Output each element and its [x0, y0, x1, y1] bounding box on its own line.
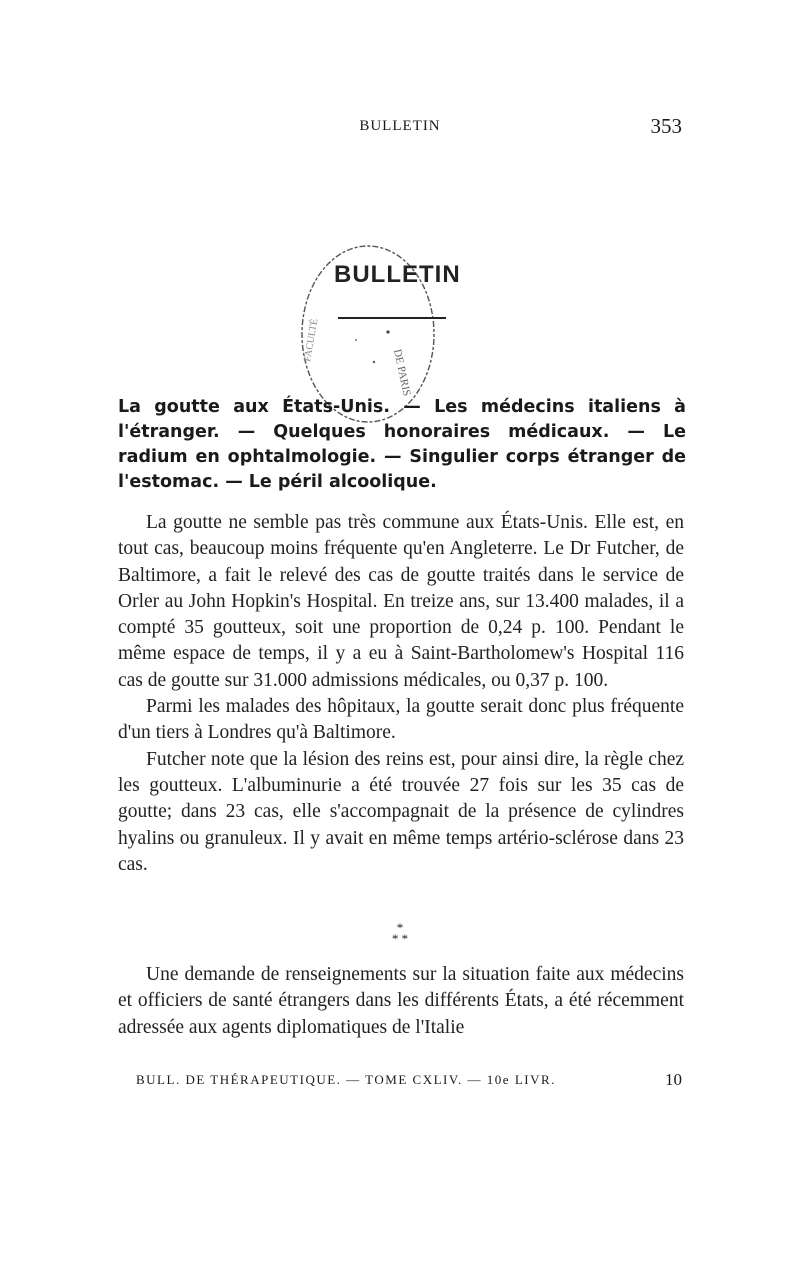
chapter-summary: La goutte aux États-Unis. — Les médecins italiens à l'étranger. — Quelques honoraires médicaux. — Le radium en ophtalmologie. — Singulier corps étranger de l'estomac. — Le péril alcoolique. — [118, 397, 686, 492]
svg-text:FACULTÉ: FACULTÉ — [302, 317, 321, 363]
paragraph: Futcher note que la lésion des reins est, pour ainsi dire, la règle chez les goutteux. L'albuminurie a été trouvée 27 fois sur les 35 cas de goutte; dans 23 cas, elle s'accompagnait de la présence de cylindres hyalins ou granuleux. Il y avait en même temps artério-sclérose dans 23 cas. — [118, 748, 684, 875]
footer-citation: BULL. DE THÉRAPEUTIQUE. — TOME CXLIV. — 10e LIVR. — [136, 1072, 556, 1087]
paragraph: La goutte ne semble pas très commune aux États-Unis. Elle est, en tout cas, beaucoup moins fréquente qu'en Angleterre. Le Dr Futcher, de Baltimore, a fait le relevé des cas de goutte traités dans le service de Orler au John Hopkin's Hospital. En treize ans, sur 13.400 malades, il a compté 35 goutteux, soit une proportion de 0,24 p. 100. Pendant le même espace de temps, il y a eu à Saint-Bartholomew's Hospital 116 cas de goutte sur 31.000 admissions médicales, ou 0,37 p. 100. — [118, 512, 684, 691]
running-head — [118, 114, 682, 140]
signature-mark: 10 — [665, 1070, 682, 1089]
page-number: 353 — [650, 114, 682, 138]
body-text — [118, 510, 684, 878]
page-footer — [136, 1072, 682, 1088]
paragraph: Une demande de renseignements sur la situation faite aux médecins et officiers de santé étrangers dans les différents États, a été récemment adressée aux agents diplomatiques de l'Italie — [118, 964, 684, 1038]
paragraph: Parmi les malades des hôpitaux, la goutte serait donc plus fréquente d'un tiers à Londres qu'à Baltimore. — [118, 696, 684, 744]
asterism-text: * * * — [391, 920, 409, 946]
running-title: BULLETIN — [359, 118, 441, 134]
svg-text:DE PARIS: DE PARIS — [391, 348, 413, 398]
section-separator — [380, 922, 420, 952]
svg-text:BULLETIN: BULLETIN — [334, 261, 461, 288]
body-text-continued — [118, 962, 684, 1041]
